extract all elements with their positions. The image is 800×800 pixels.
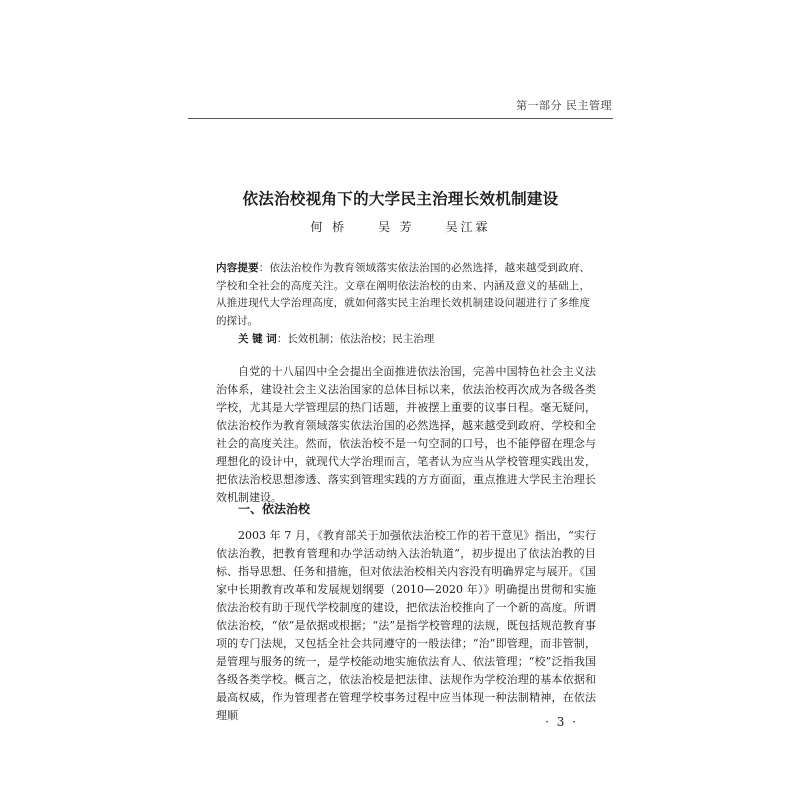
abstract: [216, 260, 590, 330]
body-paragraph: 2003 年 7 月，《教育部关于加强依法治校工作的若干意见》指出，“实行依法治教，把教育管理和办学活动纳入法治轨道”，初步提出了依法治教的目标、指导思想、任务和措施，但对依法治校相关内容没有明确界定与展开。《国家中长期教育改革和发展规划纲要（2010—2020 年）》明确提出贯彻和实施依法治校有助于现代学校制度的建设，把依法治校推向了一个新的高度。所谓依法治校，“依”是依据或根据；“法”是指学校管理的法规，既包括规范教育事项的专门法规，又包括全社会共同遵守的一般法律；“治”即管理，而非管制，是管理与服务的统一，是学校能动地实施依法育人、依法管理；“校”泛指我国各级各类学校。概言之，依法治校是把法律、法规作为学校治理的基本依据和最高权威，作为管理者在管理学校事务过程中应当体现一种法制精神，在依法理顺: [216, 529, 596, 722]
abstract-text: ：依法治校作为教育领域落实依法治国的必然选择，越来越受到政府、学校和全社会的高度关注。文章在阐明依法治校的由来、内涵及意义的基础上，从推进现代大学治理高度，就如何落实民主治理长效机制建设问题进行了多维度的探讨。: [216, 262, 590, 327]
author-name: 吴江霖: [445, 220, 491, 234]
running-head: 第一部分 民主管理: [516, 99, 612, 112]
header-rule: [188, 118, 613, 119]
abstract-label: 内容提要: [216, 262, 259, 274]
section-heading: 一、依法治校: [238, 502, 311, 516]
author-list: [188, 218, 613, 235]
article-title: 依法治校视角下的大学民主治理长效机制建设: [242, 190, 559, 208]
keywords: [238, 331, 598, 346]
author-name: 何 桥: [310, 220, 348, 234]
keywords-label: 关 键 词: [238, 333, 277, 345]
body-paragraph: 自党的十八届四中全会提出全面推进依法治国，完善中国特色社会主义法治体系，建设社会主义法治国家的总体目标以来，依法治校再次成为各级各类学校，尤其是大学管理层的热门话题，并被摆上重要的议事日程。毫无疑问，依法治校作为教育领域落实依法治国的必然选择，越来越受到政府、学校和全社会的高度关注。然而，依法治校不是一句空洞的口号，也不能停留在理念与理想化的设计中，就现代大学治理而言，笔者认为应当从学校管理实践出发，把依法治校思想渗透、落实到管理实践的方方面面，重点推进大学民主治理长效机制建设。: [216, 365, 596, 504]
keywords-text: ：长效机制；依法治校；民主治理: [276, 333, 435, 345]
page-number: · 3 ·: [545, 715, 578, 729]
author-name: 吴 芳: [377, 220, 415, 234]
